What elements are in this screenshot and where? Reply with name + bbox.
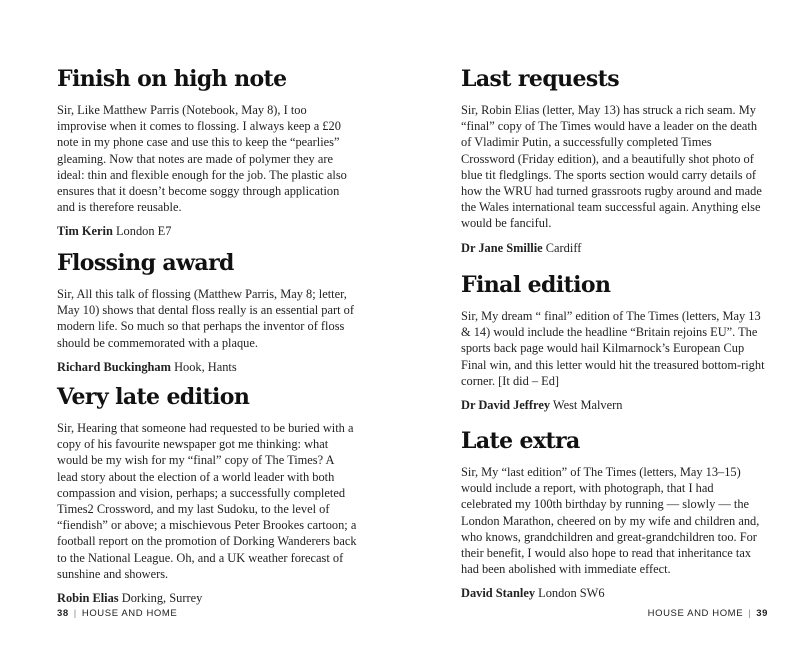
- letter-signature: [461, 240, 766, 256]
- letter-body: Sir, My dream “ final” edition of The Times (letters, May 13 & 14) would include the headline “Britain rejoins EU”. The sports back page would hail Kilmarnock’s European Cup Final win, and this letter would hit the treasured bottom-right corner. [It did – Ed]: [461, 309, 765, 388]
- letter-author: Robin Elias: [57, 591, 119, 606]
- page-number: 38: [57, 608, 69, 619]
- letter-signature: [57, 359, 357, 375]
- letter-late-extra: [461, 426, 766, 601]
- letter-location: London SW6: [538, 586, 605, 601]
- letter-signature: [461, 397, 766, 413]
- letter-body: Sir, Robin Elias (letter, May 13) has struck a rich seam. My “final” copy of The Times would have a leader on the death of Vladimir Putin, a successfully completed Times Crossword (Friday edition), and a beautifully shot photo of blue tit fledglings. The sports section would carry details of how the WRU had turned grassroots rugby around and made the Wales international team successful again. Anything else would be fanciful.: [461, 103, 762, 231]
- section-name: HOUSE AND HOME: [647, 608, 744, 619]
- letter-location: West Malvern: [552, 398, 623, 413]
- footer-right: [648, 608, 768, 619]
- letter-body: Sir, My “last edition” of The Times (letters, May 13–15) would include a report, with photograph, that I had celebrated my 100th birthday by running — slowly — the London Marathon, cheered on by my wife and children and, who knows, grandchildren and great-grandchildren too. For their benefit, I would also hope to read that inheritance tax had been abolished with immediate effect.: [461, 465, 760, 577]
- letter-location: London E7: [115, 224, 172, 239]
- letter-signature: [57, 223, 357, 239]
- letter-signature: [57, 590, 357, 606]
- footer-left: [57, 608, 177, 619]
- footer-separator: |: [73, 608, 77, 619]
- letter-location: Cardiff: [545, 240, 582, 255]
- letter-heading: Flossing award: [57, 250, 234, 276]
- letter-finish-on-high-note: [57, 64, 357, 239]
- letter-author: Richard Buckingham: [57, 359, 171, 374]
- section-name: HOUSE AND HOME: [81, 608, 178, 619]
- letter-author: Dr Jane Smillie: [461, 240, 543, 255]
- letter-heading: Late extra: [461, 428, 580, 454]
- letter-body: Sir, Like Matthew Parris (Notebook, May 8), I too improvise when it comes to flossing. I always keep a £20 note in my phone case and use this to keep the “pearlies” gleaming. Now that notes are made of polymer they are ideal: thin and flexible enough for the job. The plastic also ensures that it doesn’t become soggy through application and is therefore reusable.: [57, 103, 347, 215]
- letter-heading: Very late edition: [57, 384, 250, 410]
- letter-very-late-edition: [57, 382, 357, 606]
- letter-body: Sir, Hearing that someone had requested to be buried with a copy of his favourite newspaper got me thinking: what would be my wish for my “final” copy of The Times? A lead story about the election of a world leader with both compassion and vision, perhaps; a successfully completed Times2 Crossword, and my last Sudoku, to the level of “fiendish” or above; a mischievous Peter Brookes cartoon; a football report on the promotion of Dorking Wanderers back to the National League. Oh, and a UK weather forecast of sunshine and showers.: [57, 421, 357, 581]
- letter-final-edition: [461, 270, 766, 413]
- letter-heading: Finish on high note: [57, 66, 287, 92]
- letter-author: Dr David Jeffrey: [461, 398, 551, 413]
- letter-author: Tim Kerin: [57, 224, 113, 239]
- letter-location: Hook, Hants: [174, 359, 237, 374]
- letter-heading: Final edition: [461, 272, 611, 298]
- letter-flossing-award: [57, 248, 357, 375]
- letter-last-requests: [461, 64, 766, 256]
- page-number: 39: [756, 608, 768, 619]
- letter-heading: Last requests: [461, 66, 620, 92]
- letter-body: Sir, All this talk of flossing (Matthew Parris, May 8; letter, May 10) shows that dental floss really is an essential part of modern life. So much so that perhaps the inventor of floss should be commemorated with a plaque.: [57, 287, 354, 350]
- footer-separator: |: [748, 608, 752, 619]
- letter-signature: [461, 585, 766, 601]
- letter-author: David Stanley: [461, 586, 536, 601]
- letter-location: Dorking, Surrey: [121, 591, 203, 606]
